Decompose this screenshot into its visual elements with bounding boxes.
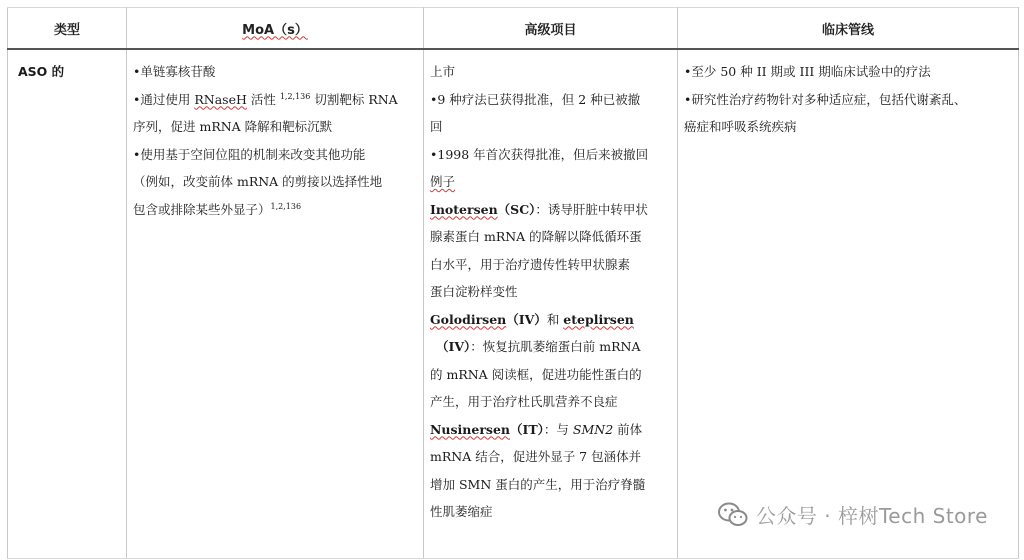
- header-moa: [127, 8, 424, 50]
- desc-eteplirsen: ：恢复抗肌萎缩蛋白前 mRNA: [470, 339, 641, 354]
- row-type-label: ASO 的: [18, 64, 65, 79]
- adv-line-10: [430, 306, 671, 334]
- moa-line-5: （例如，改变前体 mRNA 的剪接以选择性地: [133, 174, 383, 189]
- adv-line-4: •1998 年首次获得批准，但后来被撤回: [430, 146, 649, 162]
- desc-nusinersen-b: 前体: [613, 421, 643, 437]
- adv-line-8: 白水平，用于治疗遗传性转甲状腺素: [430, 256, 631, 272]
- adv-line-14: [430, 416, 671, 444]
- adv-line-1: 上市: [430, 64, 456, 79]
- drug-golodirsen: Golodirsen: [430, 311, 507, 327]
- pipeline-line-3: 癌症和呼吸系统疾病: [684, 119, 797, 134]
- adv-line-7: 腺素蛋白 mRNA 的降解以降低循环蛋: [430, 229, 642, 244]
- conjunction-and: 和: [546, 311, 564, 327]
- drug-eteplirsen: eteplirsen: [563, 311, 634, 327]
- desc-nusinersen-a: ：与: [543, 421, 573, 437]
- adv-line-3: 回: [430, 119, 443, 134]
- cell-type: [8, 49, 127, 559]
- adv-line-5: [430, 168, 671, 196]
- header-advanced-projects: 高级项目: [424, 8, 678, 50]
- cell-advanced-projects: [424, 49, 678, 559]
- adv-line-12: 的 mRNA 阅读框，促进功能性蛋白的: [430, 366, 642, 382]
- adv-line-6: [430, 196, 671, 224]
- header-moa-text: MoA（s）: [242, 22, 308, 38]
- table-header-row: [8, 8, 1019, 50]
- header-type: 类型: [8, 8, 127, 50]
- adv-line-13: 产生，用于治疗杜氏肌营养不良症: [430, 394, 618, 409]
- route-inotersen: （SC）: [497, 201, 536, 217]
- route-nusinersen: （IT）: [510, 421, 544, 437]
- table-row: [8, 49, 1019, 559]
- watermark-text: 公众号 · 梓树Tech Store: [755, 504, 988, 528]
- watermark: [718, 500, 988, 529]
- moa-line-2-a: •通过使用: [133, 91, 195, 107]
- adv-line-17: 性肌萎缩症: [430, 504, 493, 519]
- moa-line-1: •单链寡核苷酸: [133, 64, 216, 79]
- moa-line-6-text: 包含或排除某些外显子）: [133, 201, 271, 217]
- cell-moa: [127, 49, 424, 559]
- drug-inotersen: Inotersen: [430, 201, 498, 217]
- adv-line-11: [430, 333, 671, 361]
- route-golodirsen: （IV）: [506, 311, 547, 327]
- route-eteplirsen: （IV）: [436, 339, 471, 354]
- cell-clinical-pipeline: [678, 49, 1019, 559]
- moa-line-2: [133, 86, 417, 114]
- rnaseh-term: RNaseH: [194, 91, 247, 107]
- moa-line-3: 序列，促进 mRNA 降解和靶标沉默: [133, 119, 333, 134]
- drug-nusinersen: Nusinersen: [430, 421, 511, 437]
- adv-line-2: •9 种疗法已获得批准，但 2 种已被撤: [430, 91, 641, 107]
- moa-citation-1: 1,2,136: [279, 91, 311, 101]
- adv-line-9: 蛋白淀粉样变性: [430, 284, 518, 299]
- pipeline-line-1: •至少 50 种 II 期或 III 期临床试验中的疗法: [684, 64, 931, 79]
- moa-line-6: [133, 196, 417, 224]
- pipeline-line-2: •研究性治疗药物针对多种适应症，包括代谢紊乱、: [684, 91, 967, 107]
- desc-inotersen: ：诱导肝脏中转甲状: [535, 201, 648, 217]
- moa-citation-2: 1,2,136: [270, 201, 302, 211]
- moa-line-2-d: 切割靶标 RNA: [310, 91, 398, 107]
- wechat-icon: [718, 502, 748, 528]
- header-clinical-pipeline: 临床管线: [678, 8, 1019, 50]
- moa-line-4: •使用基于空间位阻的机制来改变其他功能: [133, 146, 366, 162]
- gene-smn2: SMN2: [572, 421, 614, 437]
- examples-label: 例子: [430, 174, 456, 189]
- moa-line-2-c: 活性: [246, 91, 280, 107]
- aso-table: [7, 7, 1019, 559]
- adv-line-15: mRNA 结合，促进外显子 7 包涵体并: [430, 449, 642, 464]
- adv-line-16: 增加 SMN 蛋白的产生，用于治疗脊髓: [430, 476, 646, 492]
